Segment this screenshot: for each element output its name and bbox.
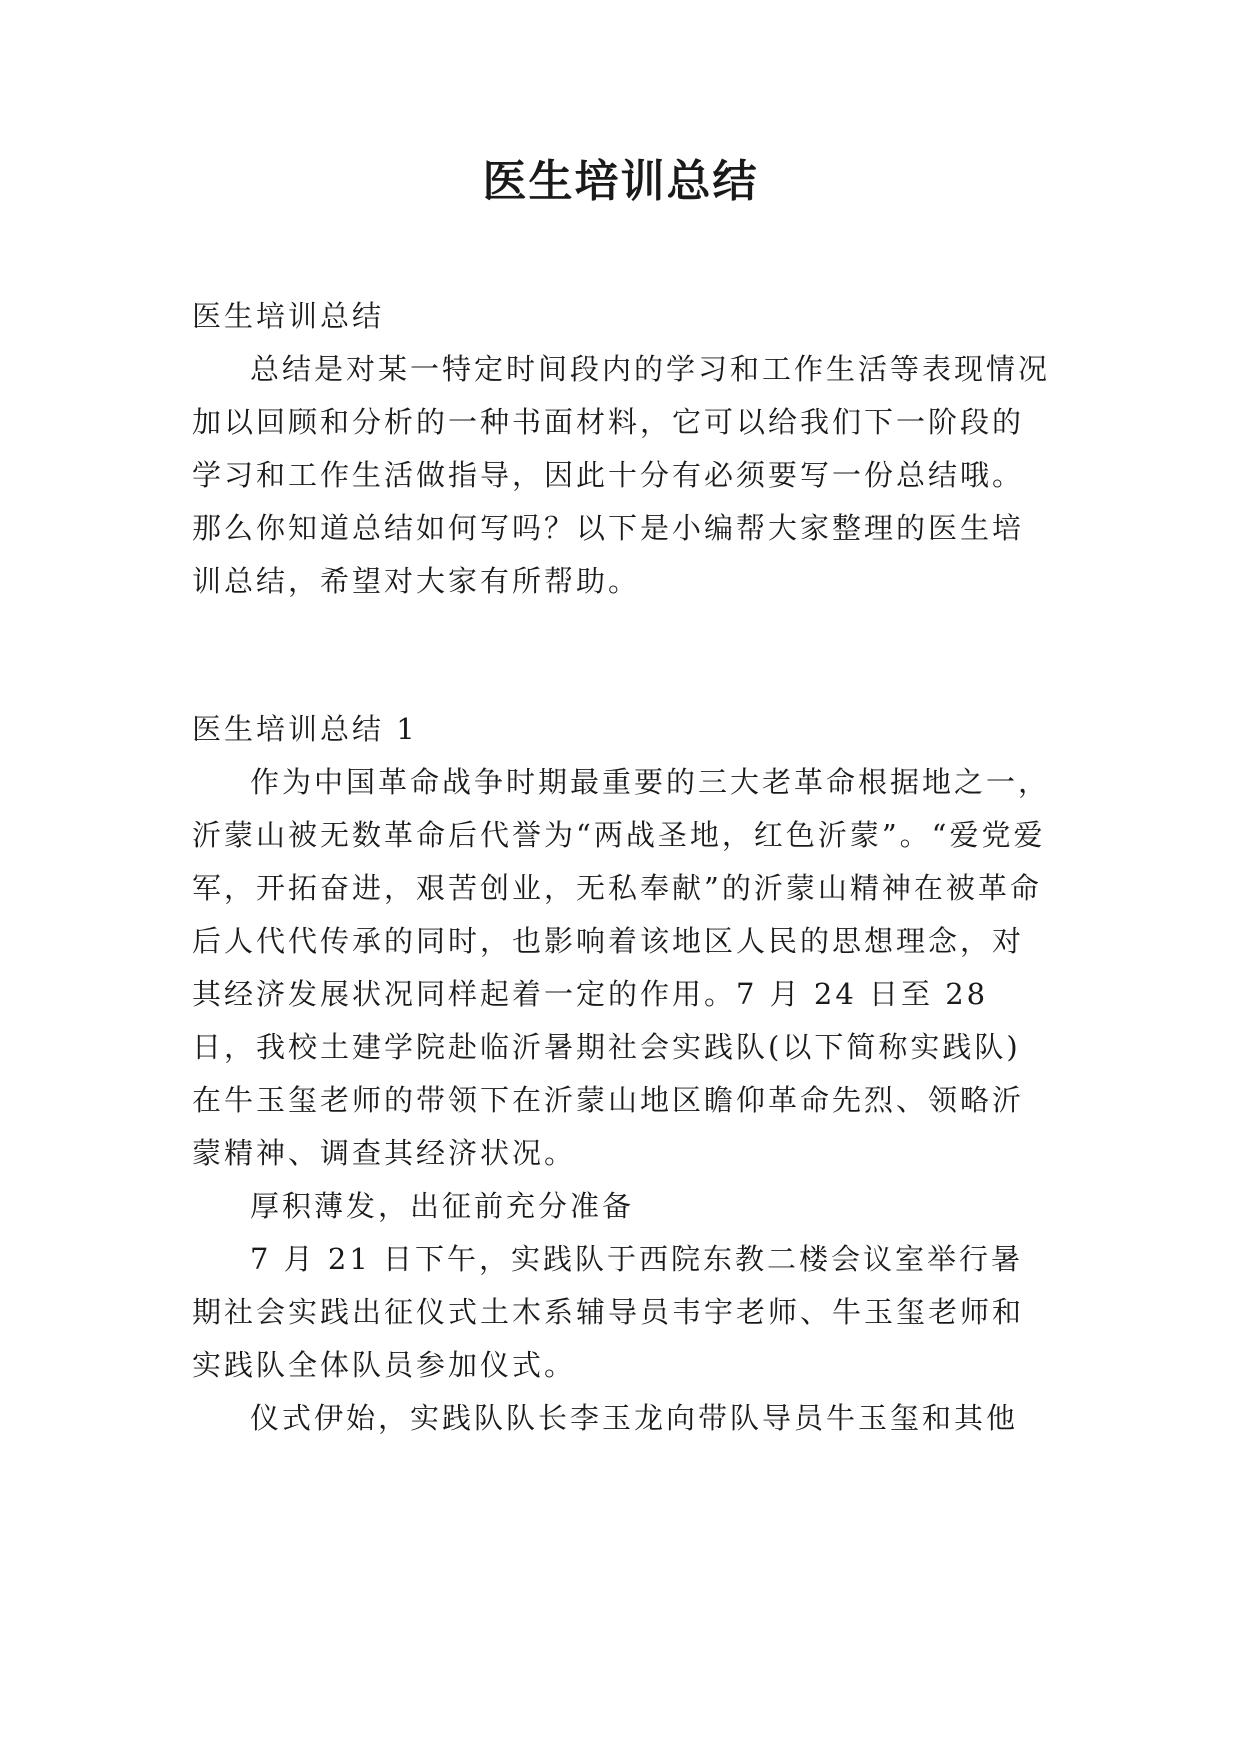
intro-paragraph: 总结是对某一特定时间段内的学习和工作生活等表现情况加以回顾和分析的一种书面材料，它可以给我们下一阶段的学习和工作生活做指导，因此十分有必须要写一份总结哦。那么你知道总结如何写吗？以下是小编帮大家整理的医生培训总结，希望对大家有所帮助。 (192, 352, 1051, 598)
body-paragraph: 仪式伊始，实践队队长李玉龙向带队导员牛玉玺和其他 (250, 1401, 1019, 1435)
intro-heading: 医生培训总结 (192, 299, 385, 333)
section-heading: 医生培训总结 1 (192, 712, 418, 746)
body-paragraph: 作为中国革命战争时期最重要的三大老革命根据地之一，沂蒙山被无数革命后代誉为“两战圣地，红色沂蒙”。“爱党爱军，开拓奋进，艰苦创业，无私奉献”的沂蒙山精神在被革命后人代代传承的同时，也影响着该地区人民的思想理念，对其经济发展状况同样起着一定的作用。7 月 24 日至 28 日，我校土建学院赴临沂暑期社会实践队(以下简称实践队) 在牛玉玺老师的带领下在沂蒙山地区瞻仰革命先烈、领略沂蒙精神、调查其经济状况。 (192, 765, 1051, 1170)
section-spacer (192, 608, 1052, 703)
subheading-paragraph: 厚积薄发，出征前充分准备 (250, 1189, 635, 1223)
document-title: 医生培训总结 (482, 156, 759, 207)
document-body (192, 290, 1052, 1445)
body-paragraph: 7 月 21 日下午，实践队于西院东教二楼会议室举行暑期社会实践出征仪式土木系辅导员韦宇老师、牛玉玺老师和实践队全体队员参加仪式。 (192, 1242, 1025, 1382)
